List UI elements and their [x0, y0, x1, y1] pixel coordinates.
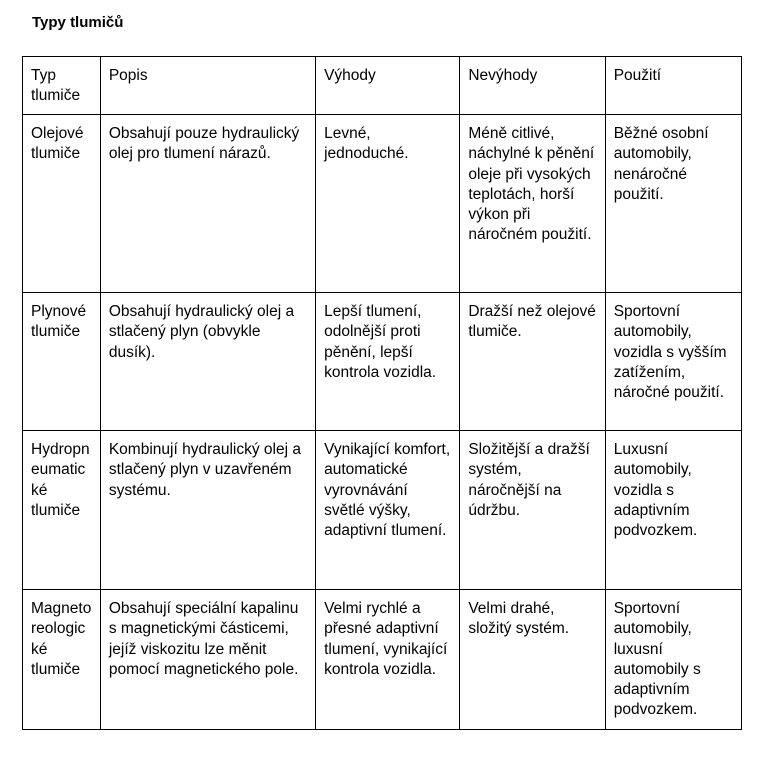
table-row: [23, 293, 742, 431]
cell-disadvantages: Složitější a dražší systém, náročnější na údržbu.: [460, 431, 605, 590]
cell-advantages: Levné, jednoduché.: [316, 115, 460, 293]
cell-disadvantages: Méně citlivé, náchylné k pěnění oleje při vysokých teplotách, horší výkon při náročném použití.: [460, 115, 605, 293]
cell-usage: Luxusní automobily, vozidla s adaptivním podvozkem.: [605, 431, 741, 590]
cell-advantages: Vynikající komfort, automatické vyrovnávání světlé výšky, adaptivní tlumení.: [316, 431, 460, 590]
header-usage: Použití: [605, 57, 741, 115]
damper-types-table: [22, 56, 742, 730]
header-disadvantages: Nevýhody: [460, 57, 605, 115]
cell-advantages: Lepší tlumení, odolnější proti pěnění, lepší kontrola vozidla.: [316, 293, 460, 431]
page-title: Typy tlumičů: [32, 14, 124, 31]
cell-usage: Sportovní automobily, luxusní automobily s adaptivním podvozkem.: [605, 590, 741, 730]
table-header-row: [23, 57, 742, 115]
cell-type: Magnetoreologické tlumiče: [23, 590, 101, 730]
cell-description: Obsahují pouze hydraulický olej pro tlumení nárazů.: [100, 115, 315, 293]
header-advantages: Výhody: [316, 57, 460, 115]
cell-usage: Sportovní automobily, vozidla s vyšším zatížením, náročné použití.: [605, 293, 741, 431]
table-row: [23, 115, 742, 293]
table-row: [23, 590, 742, 730]
cell-description: Obsahují speciální kapalinu s magnetickými částicemi, jejíž viskozitu lze měnit pomocí magnetického pole.: [100, 590, 315, 730]
cell-description: Kombinují hydraulický olej a stlačený plyn v uzavřeném systému.: [100, 431, 315, 590]
cell-advantages: Velmi rychlé a přesné adaptivní tlumení, vynikající kontrola vozidla.: [316, 590, 460, 730]
cell-disadvantages: Velmi drahé, složitý systém.: [460, 590, 605, 730]
table-row: [23, 431, 742, 590]
cell-disadvantages: Dražší než olejové tlumiče.: [460, 293, 605, 431]
cell-type: Olejové tlumiče: [23, 115, 101, 293]
header-type: Typ tlumiče: [23, 57, 101, 115]
cell-description: Obsahují hydraulický olej a stlačený plyn (obvykle dusík).: [100, 293, 315, 431]
cell-type: Plynové tlumiče: [23, 293, 101, 431]
cell-type: Hydropneumatické tlumiče: [23, 431, 101, 590]
cell-usage: Běžné osobní automobily, nenáročné použití.: [605, 115, 741, 293]
header-description: Popis: [100, 57, 315, 115]
